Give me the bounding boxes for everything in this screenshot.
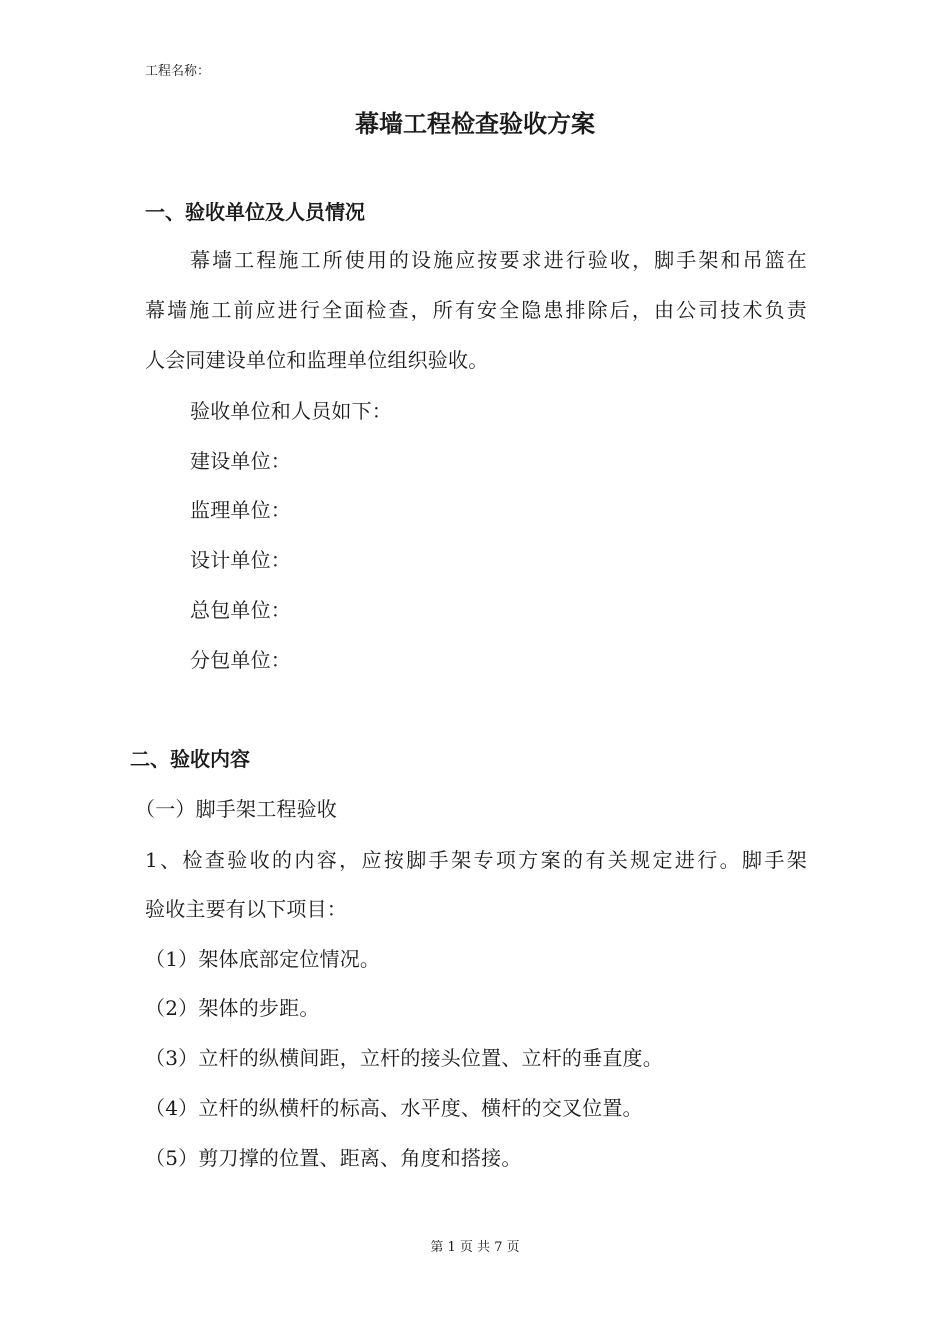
item-1-line: 1、检查验收的内容，应按脚手架专项方案的有关规定进行。脚手架 [145,848,807,872]
paragraph-line: 幕墙工程施工所使用的设施应按要求进行验收，脚手架和吊篮在 [190,248,807,272]
project-name-label: 工程名称： [145,64,211,79]
subsection-heading: （一）脚手架工程验收 [135,797,337,821]
section-2-heading: 二、验收内容 [130,747,250,771]
unit-supervision: 监理单位： [190,498,291,522]
page-footer: 第 1 页 共 7 页 [430,1240,520,1255]
section-1-heading: 一、验收单位及人员情况 [145,200,365,224]
check-item: （2）架体的步距。 [145,996,320,1020]
check-item: （1）架体底部定位情况。 [145,947,381,971]
item-1-line: 验收主要有以下项目： [145,897,347,921]
check-item: （3）立杆的纵横间距，立杆的接头位置、立杆的垂直度。 [145,1046,663,1070]
paragraph-line: 人会同建设单位和监理单位组织验收。 [145,348,489,372]
unit-general-contractor: 总包单位： [190,598,291,622]
unit-design: 设计单位： [190,548,291,572]
paragraph-line: 幕墙施工前应进行全面检查，所有安全隐患排除后，由公司技术负责 [145,298,807,322]
units-intro: 验收单位和人员如下： [190,399,392,423]
unit-subcontractor: 分包单位： [190,648,291,672]
unit-construction: 建设单位： [190,449,291,473]
check-item: （5）剪刀撑的位置、距离、角度和搭接。 [145,1146,522,1170]
document-title: 幕墙工程检查验收方案 [355,110,595,138]
check-item: （4）立杆的纵横杆的标高、水平度、横杆的交叉位置。 [145,1096,643,1120]
